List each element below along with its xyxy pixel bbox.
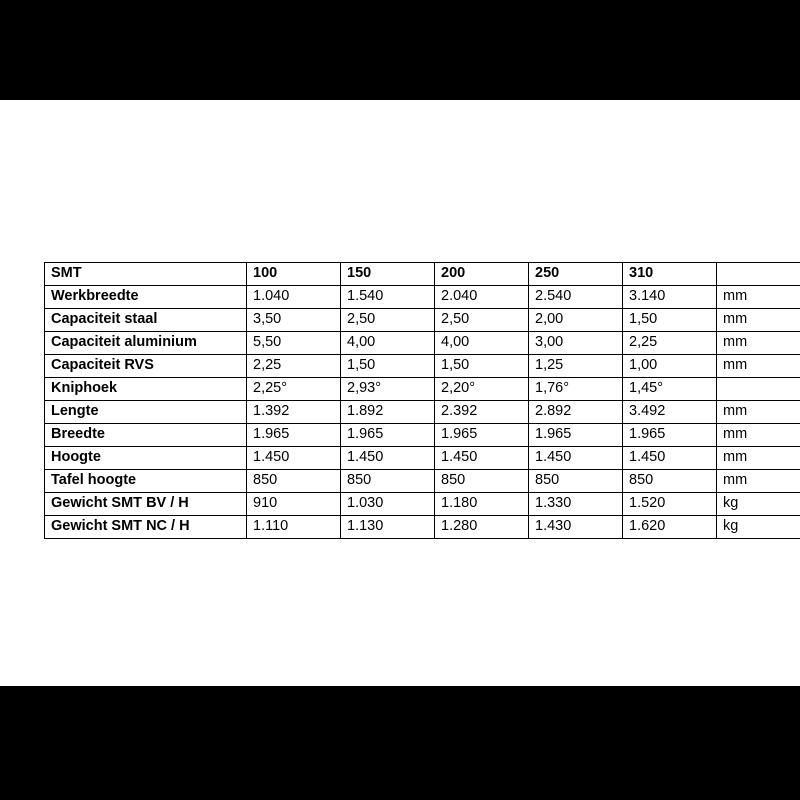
cell-value: 850 [623, 470, 717, 493]
cell-value: 850 [435, 470, 529, 493]
cell-value: 2.540 [529, 286, 623, 309]
table-row [45, 332, 800, 355]
cell-unit: mm [717, 286, 800, 309]
cell-value: 3,50 [247, 309, 341, 332]
cell-unit: mm [717, 332, 800, 355]
table-row [45, 470, 800, 493]
table-row [45, 378, 800, 401]
document-canvas [0, 100, 800, 686]
cell-value: 4,00 [341, 332, 435, 355]
cell-value: 1,45° [623, 378, 717, 401]
cell-value: 1,25 [529, 355, 623, 378]
cell-value: 1.965 [529, 424, 623, 447]
cell-value: 850 [247, 470, 341, 493]
table-row [45, 401, 800, 424]
table-row [45, 447, 800, 470]
table-row [45, 493, 800, 516]
spec-table-container [44, 262, 746, 539]
cell-value: 1.892 [341, 401, 435, 424]
cell-value: 5,50 [247, 332, 341, 355]
cell-value: 1.392 [247, 401, 341, 424]
table-row [45, 355, 800, 378]
cell-value: 1,50 [623, 309, 717, 332]
cell-value: 3.492 [623, 401, 717, 424]
row-label: Breedte [45, 424, 247, 447]
cell-value: 1.965 [623, 424, 717, 447]
row-label: Werkbreedte [45, 286, 247, 309]
row-label: Capaciteit staal [45, 309, 247, 332]
cell-value: 2.392 [435, 401, 529, 424]
table-row [45, 516, 800, 539]
cell-value: 2,50 [435, 309, 529, 332]
row-label: Tafel hoogte [45, 470, 247, 493]
table-row [45, 286, 800, 309]
cell-value: 1.330 [529, 493, 623, 516]
cell-value: 1.965 [247, 424, 341, 447]
cell-unit: mm [717, 447, 800, 470]
row-label: Hoogte [45, 447, 247, 470]
cell-value: 3.140 [623, 286, 717, 309]
row-label: Gewicht SMT BV / H [45, 493, 247, 516]
cell-unit: mm [717, 424, 800, 447]
cell-value: 4,00 [435, 332, 529, 355]
row-label: Gewicht SMT NC / H [45, 516, 247, 539]
cell-value: 1.520 [623, 493, 717, 516]
column-header-200: 200 [435, 263, 529, 286]
cell-value: 2.892 [529, 401, 623, 424]
cell-value: 2.040 [435, 286, 529, 309]
cell-value: 2,93° [341, 378, 435, 401]
cell-value: 1,00 [623, 355, 717, 378]
column-header-100: 100 [247, 263, 341, 286]
row-label: Kniphoek [45, 378, 247, 401]
cell-value: 2,25 [623, 332, 717, 355]
cell-unit: mm [717, 401, 800, 424]
cell-value: 1.130 [341, 516, 435, 539]
cell-value: 910 [247, 493, 341, 516]
letterbox-top [0, 0, 800, 100]
cell-value: 1.620 [623, 516, 717, 539]
cell-unit: mm [717, 470, 800, 493]
cell-value: 1.965 [435, 424, 529, 447]
table-row [45, 309, 800, 332]
column-header-310: 310 [623, 263, 717, 286]
cell-value: 1.030 [341, 493, 435, 516]
cell-value: 1.450 [247, 447, 341, 470]
letterbox-bottom [0, 686, 800, 800]
cell-unit: mm [717, 355, 800, 378]
cell-value: 3,00 [529, 332, 623, 355]
column-header-unit [717, 263, 800, 286]
row-label: Capaciteit aluminium [45, 332, 247, 355]
cell-value: 1.450 [529, 447, 623, 470]
cell-value: 850 [529, 470, 623, 493]
table-body [45, 263, 800, 539]
table-row [45, 424, 800, 447]
column-header-model: SMT [45, 263, 247, 286]
cell-value: 2,25° [247, 378, 341, 401]
cell-value: 1,50 [341, 355, 435, 378]
cell-value: 1.450 [341, 447, 435, 470]
cell-unit: kg [717, 516, 800, 539]
cell-value: 1.540 [341, 286, 435, 309]
column-header-150: 150 [341, 263, 435, 286]
row-label: Lengte [45, 401, 247, 424]
column-header-250: 250 [529, 263, 623, 286]
row-label: Capaciteit RVS [45, 355, 247, 378]
cell-unit: mm [717, 309, 800, 332]
cell-value: 1.450 [435, 447, 529, 470]
cell-value: 2,25 [247, 355, 341, 378]
cell-value: 2,50 [341, 309, 435, 332]
cell-unit: kg [717, 493, 800, 516]
cell-value: 1.280 [435, 516, 529, 539]
cell-value: 1.430 [529, 516, 623, 539]
cell-unit [717, 378, 800, 401]
cell-value: 1,50 [435, 355, 529, 378]
cell-value: 1,76° [529, 378, 623, 401]
cell-value: 850 [341, 470, 435, 493]
cell-value: 1.180 [435, 493, 529, 516]
cell-value: 1.450 [623, 447, 717, 470]
cell-value: 2,20° [435, 378, 529, 401]
cell-value: 1.040 [247, 286, 341, 309]
table-header-row [45, 263, 800, 286]
specifications-table [44, 262, 800, 539]
cell-value: 1.110 [247, 516, 341, 539]
cell-value: 1.965 [341, 424, 435, 447]
cell-value: 2,00 [529, 309, 623, 332]
